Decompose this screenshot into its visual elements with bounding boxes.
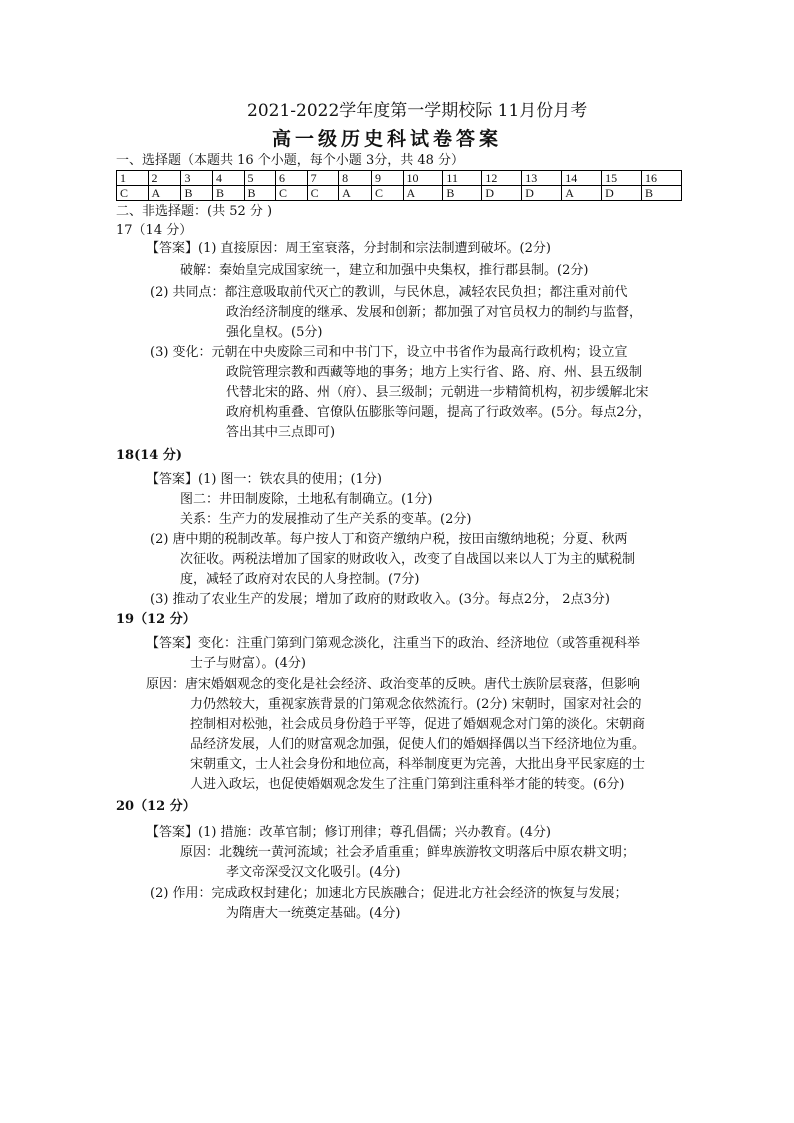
q17-line: (3) 变化：元朝在中央废除三司和中书门下，设立中书省作为最高行政机构；设立宣: [150, 345, 628, 360]
question-number: 10: [403, 171, 443, 186]
q20-line: 原因：北魏统一黄河流域；社会矛盾重重；鲜卑族游牧文明落后中原农耕文明；: [180, 845, 636, 860]
question-number: 4: [212, 171, 244, 186]
q20-heading: 20（12 分）: [116, 799, 196, 814]
answer-letter: A: [148, 186, 181, 201]
q18-line: 【答案】(1) 图一：铁农具的使用；(1分): [146, 472, 382, 487]
answer-letter: C: [117, 186, 149, 201]
q20-line: 为隋唐大一统奠定基础。(4分): [226, 906, 401, 921]
q17-line: 政府机构重叠、官僚队伍膨胀等问题，提高了行政效率。(5分。每点2分，: [226, 405, 651, 420]
question-number: 16: [641, 171, 681, 186]
q17-line: 代替北宋的路、州（府）、县三级制；元朝进一步精简机构，初步缓解北宋: [226, 385, 649, 400]
q19-line: 人进入政坛，也促使婚姻观念发生了注重门第到注重科举才能的转变。(6分): [190, 777, 625, 792]
q17-line: 【答案】(1) 直接原因：周王室衰落，分封制和宗法制遭到破坏。(2分): [146, 241, 551, 256]
answer-letter: B: [641, 186, 681, 201]
q18-line: (2) 唐中期的税制改革。每户按人丁和资产缴纳户税，按田亩缴纳地税；分夏、秋两: [150, 532, 628, 547]
q19-line: 力仍然较大，重视家族背景的门第观念依然流行。(2分) 宋朝时，国家对社会的: [190, 697, 642, 712]
q19-line: 【答案】变化：注重门第到门第观念淡化，注重当下的政治、经济地位（或答重视科举: [146, 636, 641, 651]
q18-line: 度，减轻了政府对农民的人身控制。(7分): [180, 572, 420, 587]
question-number: 9: [372, 171, 404, 186]
question-number: 15: [602, 171, 642, 186]
q17-line: 政院管理宗教和西藏等地的事务；地方上实行省、路、府、州、县五级制: [226, 365, 643, 380]
question-number: 7: [307, 171, 339, 186]
q18-line: 关系：生产力的发展推动了生产关系的变革。(2分): [180, 512, 472, 527]
q18-line: 次征收。两税法增加了国家的财政收入，改变了自战国以来以人丁为主的赋税制: [180, 552, 636, 567]
question-number: 1: [117, 171, 149, 186]
q18-line: (3) 推动了农业生产的发展；增加了政府的财政收入。(3分。每点2分， 2点3分): [150, 592, 610, 607]
q20-line: 【答案】(1) 措施：改革官制；修订刑律；尊孔倡儒；兴办教育。(4分): [146, 825, 551, 840]
answer-letter: A: [403, 186, 443, 201]
q19-line: 控制相对松弛，社会成员身份趋于平等，促进了婚姻观念对门第的淡化。宋朝商: [190, 717, 646, 732]
q20-line: 孝文帝深受汉文化吸引。(4分): [226, 865, 401, 880]
answer-letter: B: [181, 186, 213, 201]
question-number: 11: [443, 171, 482, 186]
q19-line: 士子与财富）。(4分): [190, 656, 306, 671]
q17-line: 答出其中三点即可): [226, 425, 336, 440]
question-number: 14: [562, 171, 602, 186]
q17-line: 政治经济制度的继承、发展和创新；都加强了对官员权力的制约与监督，: [226, 305, 643, 320]
answer-letter: C: [307, 186, 339, 201]
question-number: 6: [276, 171, 308, 186]
answer-table-number-row: [117, 171, 682, 186]
q17-line: 破解：秦始皇完成国家统一，建立和加强中央集权，推行郡县制。(2分): [180, 263, 589, 278]
q17-heading: 17（14 分）: [116, 223, 193, 238]
q19-line: 宋朝重文，士人社会身份和地位高，科举制度更为完善，大批出身平民家庭的士: [190, 757, 646, 772]
answer-table-answer-row: [117, 186, 682, 201]
q18-line: 图二：井田制废除，土地私有制确立。(1分): [180, 492, 433, 507]
q19-heading: 19（12 分）: [116, 612, 196, 627]
answer-letter: D: [602, 186, 642, 201]
question-number: 8: [339, 171, 372, 186]
answer-letter: B: [212, 186, 244, 201]
q19-line: 品经济发展，人们的财富观念加强，促使人们的婚姻择偶以当下经济地位为重。: [190, 737, 646, 752]
exam-subtitle: 高一级历史科试卷答案: [272, 128, 503, 150]
question-number: 3: [181, 171, 213, 186]
answer-letter: D: [482, 186, 522, 201]
question-number: 12: [482, 171, 522, 186]
q17-line: (2) 共同点：都注意吸取前代灭亡的教训，与民休息，减轻农民负担；都注重对前代: [150, 285, 628, 300]
question-number: 13: [522, 171, 562, 186]
answer-letter: B: [443, 186, 482, 201]
answer-table: [116, 170, 682, 201]
answer-letter: D: [522, 186, 562, 201]
exam-title: 2021-2022学年度第一学期校际 11月份月考: [247, 101, 588, 121]
section2-heading: 二、非选择题：(共 52 分 ): [116, 204, 273, 219]
answer-letter: B: [244, 186, 276, 201]
question-number: 5: [244, 171, 276, 186]
q18-heading: 18(14 分): [116, 448, 183, 463]
answer-letter: C: [276, 186, 308, 201]
answer-letter: A: [339, 186, 372, 201]
question-number: 2: [148, 171, 181, 186]
section1-heading: 一、选择题（本题共 16 个小题，每个小题 3分，共 48 分）: [116, 153, 465, 168]
q17-line: 强化皇权。(5分): [226, 325, 323, 340]
q19-line: 原因：唐宋婚姻观念的变化是社会经济、政治变革的反映。唐代士族阶层衰落，但影响: [146, 677, 641, 692]
q20-line: (2) 作用：完成政权封建化；加速北方民族融合；促进北方社会经济的恢复与发展；: [150, 886, 628, 901]
answer-letter: C: [372, 186, 404, 201]
answer-letter: A: [562, 186, 602, 201]
